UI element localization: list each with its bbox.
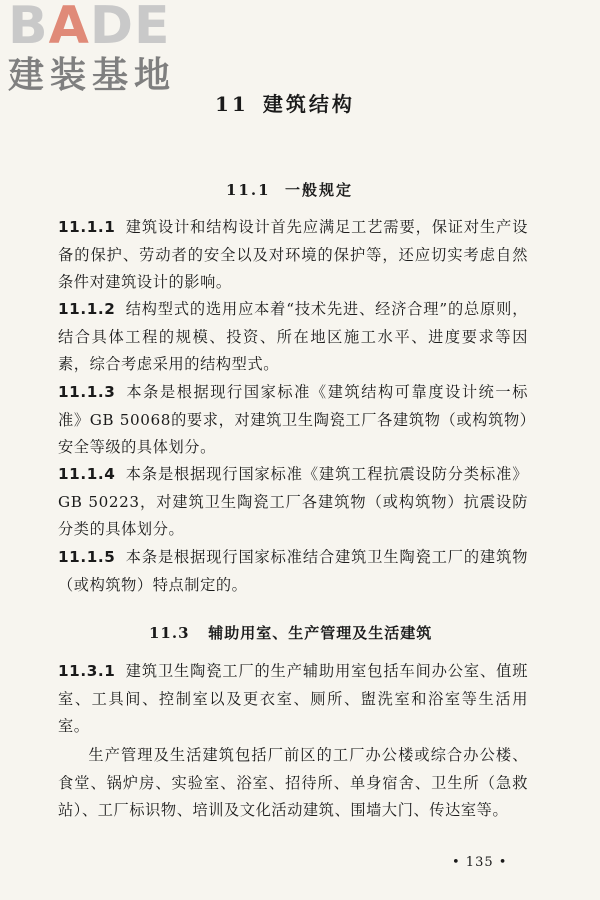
- section-heading-11-3: [149, 622, 432, 643]
- watermark-letter-a: A: [48, 0, 90, 56]
- section-heading-11-1: [226, 179, 353, 200]
- section-title-text: 辅助用室、生产管理及生活建筑: [208, 624, 433, 642]
- clause-text: 本条是根据现行国家标准《建筑工程抗震设防分类标准》GB 50223，对建筑卫生陶瓷工厂各建筑物（或构筑物）抗震设防分类的具体划分。: [58, 465, 528, 538]
- clause-11-1-2: [58, 296, 528, 379]
- watermark-logo: [6, 0, 176, 100]
- watermark-letters-de: DE: [89, 0, 171, 56]
- chapter-title-text: 建筑结构: [262, 92, 355, 116]
- clause-text: 建筑卫生陶瓷工厂的生产辅助用室包括车间办公室、值班室、工具间、控制室以及更衣室、厕所、盥洗室和浴室等生活用室。: [58, 662, 528, 735]
- watermark-chinese: 建装基地: [8, 55, 177, 96]
- clause-text: 结构型式的选用应本着“技术先进、经济合理”的总原则，结合具体工程的规模、投资、所在地区施工水平、进度要求等因素，综合考虑采用的结构型式。: [58, 300, 528, 373]
- clause-11-3-1: [58, 658, 528, 741]
- clause-11-1-1: [58, 214, 528, 297]
- chapter-title: [215, 88, 355, 117]
- clause-number: 11.1.2: [58, 300, 116, 318]
- clause-number: 11.1.1: [58, 218, 116, 236]
- clause-number: 11.1.4: [58, 465, 116, 483]
- chapter-number: 11: [215, 92, 249, 116]
- clause-number: 11.1.5: [58, 548, 116, 566]
- watermark-letter-b: B: [8, 0, 49, 56]
- clause-11-1-3: [58, 379, 528, 462]
- section-number: 11.1: [226, 181, 271, 199]
- clause-text: 本条是根据现行国家标准《建筑结构可靠度设计统一标准》GB 50068的要求，对建筑卫生陶瓷工厂各建筑物（或构筑物）安全等级的具体划分。: [58, 383, 528, 456]
- clause-text: 建筑设计和结构设计首先应满足工艺需要，保证对生产设备的保护、劳动者的安全以及对环境的保护等，还应切实考虑自然条件对建筑设计的影响。: [58, 218, 528, 291]
- clause-11-1-5: [58, 544, 528, 599]
- clause-number: 11.1.3: [58, 383, 116, 401]
- section-title-text: 一般规定: [285, 181, 354, 199]
- clause-11-1-4: [58, 461, 528, 544]
- clause-text: 本条是根据现行国家标准结合建筑卫生陶瓷工厂的建筑物（或构筑物）特点制定的。: [58, 548, 528, 594]
- clause-number: 11.3.1: [58, 662, 116, 680]
- page-number: • 135 •: [452, 855, 508, 870]
- watermark-latin: [8, 0, 171, 56]
- section-number: 11.3: [149, 624, 190, 642]
- clause-11-3-1-continuation: 生产管理及生活建筑包括厂前区的工厂办公楼或综合办公楼、食堂、锅炉房、实验室、浴室、招待所、单身宿舍、卫生所（急救站）、工厂标识物、培训及文化活动建筑、围墙大门、传达室等。: [58, 746, 528, 819]
